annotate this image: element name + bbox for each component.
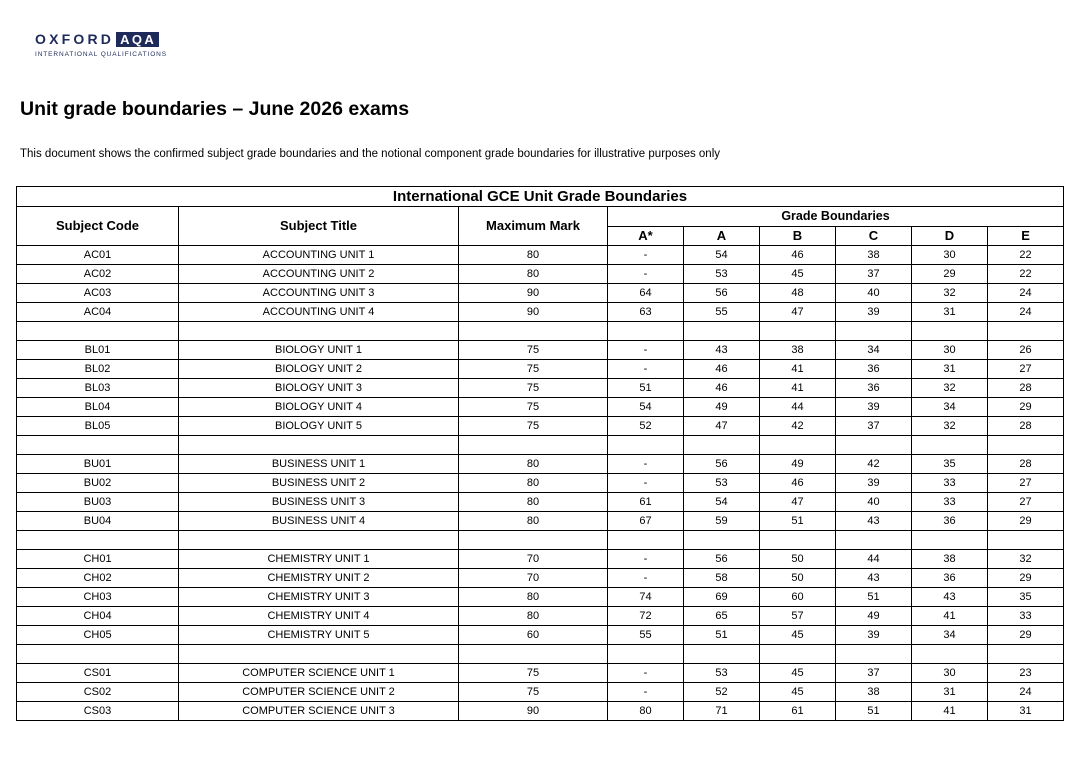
subject-code-cell: CH04 <box>17 607 179 626</box>
grade-c-cell: 51 <box>836 702 912 721</box>
page-title: Unit grade boundaries – June 2026 exams <box>20 98 410 120</box>
empty-cell <box>179 436 459 455</box>
table-row <box>17 493 1064 512</box>
subject-title-cell: COMPUTER SCIENCE UNIT 1 <box>179 664 459 683</box>
grade-e-cell: 22 <box>988 246 1064 265</box>
grade-d-cell: 36 <box>912 569 988 588</box>
empty-cell <box>608 645 684 664</box>
subject-code-cell: BL02 <box>17 360 179 379</box>
grade-d-cell: 43 <box>912 588 988 607</box>
logo-aqa-box: AQA <box>116 32 159 47</box>
header-subject-title: Subject Title <box>179 207 459 246</box>
maximum-mark-cell: 75 <box>459 379 608 398</box>
grade-b-cell: 51 <box>760 512 836 531</box>
grade-c-cell: 38 <box>836 246 912 265</box>
grade-c-cell: 37 <box>836 265 912 284</box>
grade-a-cell: 53 <box>684 664 760 683</box>
grade-b-cell: 38 <box>760 341 836 360</box>
grade-d-cell: 31 <box>912 683 988 702</box>
maximum-mark-cell: 75 <box>459 417 608 436</box>
grade-e-cell: 24 <box>988 284 1064 303</box>
empty-cell <box>760 322 836 341</box>
maximum-mark-cell: 90 <box>459 284 608 303</box>
table-row <box>17 360 1064 379</box>
grade-astar-cell: - <box>608 265 684 284</box>
table-row <box>17 607 1064 626</box>
empty-cell <box>760 531 836 550</box>
table-row <box>17 588 1064 607</box>
table-row <box>17 626 1064 645</box>
oxford-aqa-logo <box>35 31 167 58</box>
maximum-mark-cell: 90 <box>459 702 608 721</box>
grade-astar-cell: 55 <box>608 626 684 645</box>
subject-code-cell: CH01 <box>17 550 179 569</box>
grade-b-cell: 60 <box>760 588 836 607</box>
subject-code-cell: BL03 <box>17 379 179 398</box>
grade-e-cell: 35 <box>988 588 1064 607</box>
grade-a-cell: 56 <box>684 550 760 569</box>
table-row <box>17 474 1064 493</box>
maximum-mark-cell: 80 <box>459 474 608 493</box>
table-spacer-row <box>17 645 1064 664</box>
subject-code-cell: BU01 <box>17 455 179 474</box>
table-row <box>17 398 1064 417</box>
grade-a-cell: 49 <box>684 398 760 417</box>
empty-cell <box>608 531 684 550</box>
grade-a-cell: 65 <box>684 607 760 626</box>
empty-cell <box>912 645 988 664</box>
subject-code-cell: BL01 <box>17 341 179 360</box>
subject-title-cell: BIOLOGY UNIT 3 <box>179 379 459 398</box>
grade-b-cell: 48 <box>760 284 836 303</box>
empty-cell <box>988 645 1064 664</box>
subject-title-cell: CHEMISTRY UNIT 1 <box>179 550 459 569</box>
grade-e-cell: 26 <box>988 341 1064 360</box>
grade-c-cell: 39 <box>836 303 912 322</box>
grade-e-cell: 22 <box>988 265 1064 284</box>
grade-astar-cell: - <box>608 550 684 569</box>
grade-astar-cell: - <box>608 341 684 360</box>
header-subject-code: Subject Code <box>17 207 179 246</box>
empty-cell <box>17 531 179 550</box>
grade-c-cell: 40 <box>836 493 912 512</box>
grade-c-cell: 38 <box>836 683 912 702</box>
table-row <box>17 379 1064 398</box>
grade-d-cell: 32 <box>912 284 988 303</box>
empty-cell <box>459 531 608 550</box>
grade-astar-cell: - <box>608 683 684 702</box>
grade-a-cell: 54 <box>684 246 760 265</box>
grade-d-cell: 32 <box>912 417 988 436</box>
grade-c-cell: 36 <box>836 360 912 379</box>
table-row <box>17 550 1064 569</box>
maximum-mark-cell: 70 <box>459 569 608 588</box>
subject-title-cell: ACCOUNTING UNIT 4 <box>179 303 459 322</box>
empty-cell <box>988 436 1064 455</box>
maximum-mark-cell: 60 <box>459 626 608 645</box>
grade-astar-cell: 61 <box>608 493 684 512</box>
subject-title-cell: COMPUTER SCIENCE UNIT 2 <box>179 683 459 702</box>
grade-astar-cell: - <box>608 455 684 474</box>
grade-astar-cell: 51 <box>608 379 684 398</box>
subject-code-cell: CH05 <box>17 626 179 645</box>
header-grade-e: E <box>988 227 1064 246</box>
subject-title-cell: BUSINESS UNIT 4 <box>179 512 459 531</box>
grade-e-cell: 29 <box>988 626 1064 645</box>
maximum-mark-cell: 90 <box>459 303 608 322</box>
grade-a-cell: 56 <box>684 284 760 303</box>
subject-title-cell: BUSINESS UNIT 2 <box>179 474 459 493</box>
grade-astar-cell: 72 <box>608 607 684 626</box>
grade-b-cell: 61 <box>760 702 836 721</box>
empty-cell <box>684 322 760 341</box>
maximum-mark-cell: 75 <box>459 360 608 379</box>
grade-d-cell: 31 <box>912 303 988 322</box>
grade-d-cell: 38 <box>912 550 988 569</box>
grade-e-cell: 33 <box>988 607 1064 626</box>
empty-cell <box>988 531 1064 550</box>
grade-astar-cell: - <box>608 569 684 588</box>
subject-code-cell: AC02 <box>17 265 179 284</box>
grade-b-cell: 57 <box>760 607 836 626</box>
grade-d-cell: 32 <box>912 379 988 398</box>
empty-cell <box>459 322 608 341</box>
grade-astar-cell: - <box>608 360 684 379</box>
header-maximum-mark: Maximum Mark <box>459 207 608 246</box>
table-spacer-row <box>17 322 1064 341</box>
grade-d-cell: 30 <box>912 664 988 683</box>
grade-e-cell: 24 <box>988 303 1064 322</box>
empty-cell <box>912 436 988 455</box>
subject-title-cell: BIOLOGY UNIT 2 <box>179 360 459 379</box>
grade-e-cell: 29 <box>988 398 1064 417</box>
grade-d-cell: 41 <box>912 702 988 721</box>
grade-c-cell: 44 <box>836 550 912 569</box>
subject-title-cell: CHEMISTRY UNIT 2 <box>179 569 459 588</box>
grade-d-cell: 29 <box>912 265 988 284</box>
grade-astar-cell: 52 <box>608 417 684 436</box>
table-spacer-row <box>17 531 1064 550</box>
grade-a-cell: 69 <box>684 588 760 607</box>
grade-e-cell: 32 <box>988 550 1064 569</box>
grade-c-cell: 43 <box>836 512 912 531</box>
grade-b-cell: 47 <box>760 303 836 322</box>
grade-b-cell: 42 <box>760 417 836 436</box>
grade-e-cell: 29 <box>988 512 1064 531</box>
grade-b-cell: 45 <box>760 664 836 683</box>
table-row <box>17 702 1064 721</box>
subject-code-cell: CS02 <box>17 683 179 702</box>
header-grade-b: B <box>760 227 836 246</box>
empty-cell <box>459 436 608 455</box>
empty-cell <box>836 322 912 341</box>
empty-cell <box>684 531 760 550</box>
grade-d-cell: 34 <box>912 626 988 645</box>
subject-title-cell: CHEMISTRY UNIT 5 <box>179 626 459 645</box>
grade-e-cell: 24 <box>988 683 1064 702</box>
empty-cell <box>608 322 684 341</box>
grade-a-cell: 43 <box>684 341 760 360</box>
subject-title-cell: COMPUTER SCIENCE UNIT 3 <box>179 702 459 721</box>
grade-astar-cell: - <box>608 246 684 265</box>
empty-cell <box>912 531 988 550</box>
empty-cell <box>17 322 179 341</box>
subject-code-cell: CH03 <box>17 588 179 607</box>
grade-d-cell: 34 <box>912 398 988 417</box>
grade-a-cell: 52 <box>684 683 760 702</box>
grade-c-cell: 43 <box>836 569 912 588</box>
table-row <box>17 284 1064 303</box>
empty-cell <box>912 322 988 341</box>
grade-e-cell: 28 <box>988 379 1064 398</box>
table-row <box>17 417 1064 436</box>
subject-code-cell: AC03 <box>17 284 179 303</box>
grade-d-cell: 33 <box>912 493 988 512</box>
grade-b-cell: 45 <box>760 265 836 284</box>
grade-c-cell: 34 <box>836 341 912 360</box>
grade-d-cell: 33 <box>912 474 988 493</box>
grade-b-cell: 45 <box>760 683 836 702</box>
grade-b-cell: 45 <box>760 626 836 645</box>
header-grade-astar: A* <box>608 227 684 246</box>
subject-code-cell: AC04 <box>17 303 179 322</box>
empty-cell <box>988 322 1064 341</box>
empty-cell <box>684 645 760 664</box>
grade-a-cell: 58 <box>684 569 760 588</box>
grade-e-cell: 28 <box>988 455 1064 474</box>
logo-wordmark <box>35 31 167 48</box>
grade-astar-cell: 67 <box>608 512 684 531</box>
table-row <box>17 512 1064 531</box>
table-row <box>17 664 1064 683</box>
subject-title-cell: BUSINESS UNIT 1 <box>179 455 459 474</box>
subject-title-cell: CHEMISTRY UNIT 4 <box>179 607 459 626</box>
grade-d-cell: 30 <box>912 246 988 265</box>
grade-b-cell: 47 <box>760 493 836 512</box>
empty-cell <box>459 645 608 664</box>
subject-code-cell: CH02 <box>17 569 179 588</box>
grade-c-cell: 37 <box>836 417 912 436</box>
grade-c-cell: 42 <box>836 455 912 474</box>
grade-b-cell: 44 <box>760 398 836 417</box>
subject-code-cell: AC01 <box>17 246 179 265</box>
grade-a-cell: 55 <box>684 303 760 322</box>
grade-c-cell: 39 <box>836 474 912 493</box>
grade-a-cell: 47 <box>684 417 760 436</box>
grade-b-cell: 46 <box>760 474 836 493</box>
table-row <box>17 341 1064 360</box>
empty-cell <box>836 531 912 550</box>
grade-astar-cell: 74 <box>608 588 684 607</box>
table-spacer-row <box>17 436 1064 455</box>
grade-e-cell: 29 <box>988 569 1064 588</box>
maximum-mark-cell: 80 <box>459 246 608 265</box>
grade-a-cell: 56 <box>684 455 760 474</box>
subject-code-cell: BL05 <box>17 417 179 436</box>
empty-cell <box>179 322 459 341</box>
grade-c-cell: 49 <box>836 607 912 626</box>
empty-cell <box>608 436 684 455</box>
empty-cell <box>760 436 836 455</box>
maximum-mark-cell: 75 <box>459 664 608 683</box>
empty-cell <box>684 436 760 455</box>
grade-b-cell: 46 <box>760 246 836 265</box>
table-row <box>17 265 1064 284</box>
subject-title-cell: BIOLOGY UNIT 4 <box>179 398 459 417</box>
grade-e-cell: 23 <box>988 664 1064 683</box>
grade-e-cell: 27 <box>988 474 1064 493</box>
subject-title-cell: ACCOUNTING UNIT 3 <box>179 284 459 303</box>
maximum-mark-cell: 80 <box>459 493 608 512</box>
empty-cell <box>179 531 459 550</box>
grade-a-cell: 46 <box>684 360 760 379</box>
grade-d-cell: 31 <box>912 360 988 379</box>
table-row <box>17 455 1064 474</box>
grade-d-cell: 35 <box>912 455 988 474</box>
empty-cell <box>17 645 179 664</box>
table-body <box>17 246 1064 721</box>
grade-c-cell: 36 <box>836 379 912 398</box>
table-row <box>17 569 1064 588</box>
grade-e-cell: 27 <box>988 360 1064 379</box>
grade-b-cell: 50 <box>760 550 836 569</box>
grade-a-cell: 53 <box>684 474 760 493</box>
grade-e-cell: 31 <box>988 702 1064 721</box>
subject-title-cell: BIOLOGY UNIT 5 <box>179 417 459 436</box>
maximum-mark-cell: 80 <box>459 588 608 607</box>
grade-boundaries-table <box>16 186 1064 721</box>
grade-c-cell: 40 <box>836 284 912 303</box>
subject-title-cell: BIOLOGY UNIT 1 <box>179 341 459 360</box>
logo-oxford-text: OXFORD <box>35 31 115 47</box>
subject-code-cell: CS01 <box>17 664 179 683</box>
intro-text: This document shows the confirmed subject grade boundaries and the notional component grade boundaries for illustrative purposes only <box>20 148 721 160</box>
grade-a-cell: 51 <box>684 626 760 645</box>
grade-b-cell: 50 <box>760 569 836 588</box>
grade-a-cell: 71 <box>684 702 760 721</box>
empty-cell <box>836 436 912 455</box>
maximum-mark-cell: 80 <box>459 455 608 474</box>
subject-title-cell: ACCOUNTING UNIT 1 <box>179 246 459 265</box>
empty-cell <box>179 645 459 664</box>
subject-code-cell: BU02 <box>17 474 179 493</box>
header-grade-d: D <box>912 227 988 246</box>
grade-d-cell: 30 <box>912 341 988 360</box>
header-grade-c: C <box>836 227 912 246</box>
grade-e-cell: 28 <box>988 417 1064 436</box>
grade-a-cell: 59 <box>684 512 760 531</box>
maximum-mark-cell: 80 <box>459 512 608 531</box>
grade-astar-cell: - <box>608 474 684 493</box>
grade-a-cell: 54 <box>684 493 760 512</box>
subject-title-cell: ACCOUNTING UNIT 2 <box>179 265 459 284</box>
grade-d-cell: 36 <box>912 512 988 531</box>
table-row <box>17 683 1064 702</box>
grade-astar-cell: 54 <box>608 398 684 417</box>
grade-c-cell: 51 <box>836 588 912 607</box>
subject-title-cell: CHEMISTRY UNIT 3 <box>179 588 459 607</box>
grade-astar-cell: 63 <box>608 303 684 322</box>
subject-code-cell: BL04 <box>17 398 179 417</box>
subject-code-cell: CS03 <box>17 702 179 721</box>
grade-c-cell: 37 <box>836 664 912 683</box>
grade-b-cell: 49 <box>760 455 836 474</box>
subject-code-cell: BU03 <box>17 493 179 512</box>
maximum-mark-cell: 75 <box>459 341 608 360</box>
table-caption: International GCE Unit Grade Boundaries <box>17 187 1064 207</box>
grade-astar-cell: - <box>608 664 684 683</box>
maximum-mark-cell: 70 <box>459 550 608 569</box>
table-row <box>17 303 1064 322</box>
grade-b-cell: 41 <box>760 360 836 379</box>
maximum-mark-cell: 75 <box>459 683 608 702</box>
subject-title-cell: BUSINESS UNIT 3 <box>179 493 459 512</box>
empty-cell <box>17 436 179 455</box>
subject-code-cell: BU04 <box>17 512 179 531</box>
grade-c-cell: 39 <box>836 398 912 417</box>
header-grade-boundaries: Grade Boundaries <box>608 207 1064 227</box>
grade-b-cell: 41 <box>760 379 836 398</box>
table-row <box>17 246 1064 265</box>
logo-tagline: INTERNATIONAL QUALIFICATIONS <box>35 51 167 58</box>
empty-cell <box>760 645 836 664</box>
grade-astar-cell: 64 <box>608 284 684 303</box>
maximum-mark-cell: 80 <box>459 265 608 284</box>
header-grade-a: A <box>684 227 760 246</box>
grade-a-cell: 53 <box>684 265 760 284</box>
grade-e-cell: 27 <box>988 493 1064 512</box>
maximum-mark-cell: 80 <box>459 607 608 626</box>
grade-a-cell: 46 <box>684 379 760 398</box>
grade-d-cell: 41 <box>912 607 988 626</box>
empty-cell <box>836 645 912 664</box>
grade-c-cell: 39 <box>836 626 912 645</box>
maximum-mark-cell: 75 <box>459 398 608 417</box>
grade-astar-cell: 80 <box>608 702 684 721</box>
